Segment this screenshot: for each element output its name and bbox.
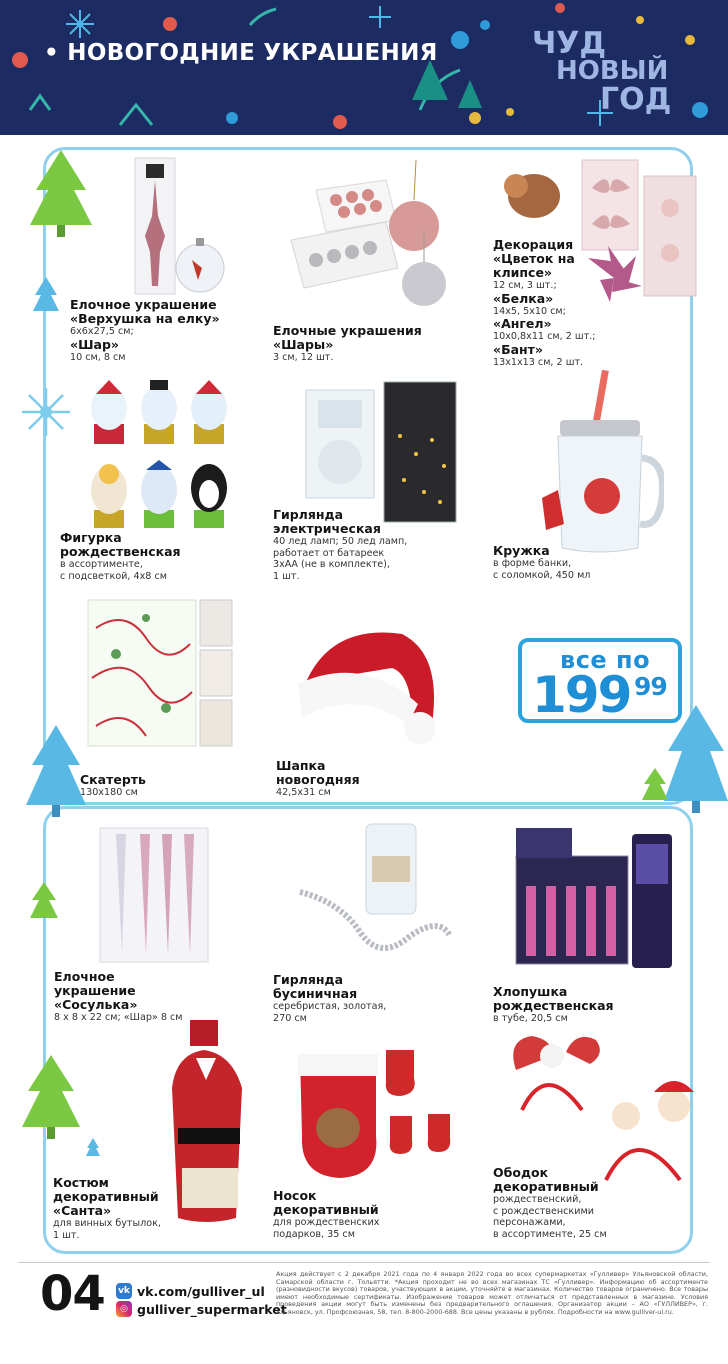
tree-icon	[26, 150, 96, 250]
product-name-line: Гирлянда	[273, 507, 344, 522]
product-desc-line: для винных бутылок,	[53, 1218, 161, 1229]
product-name-line: электрическая	[273, 521, 381, 536]
product-desc: 12 см, 3 шт.;	[493, 280, 557, 291]
tiny-tree-icon	[86, 1138, 100, 1160]
product-sock	[273, 1189, 473, 1240]
tablecloth-image	[86, 598, 236, 748]
product-desc-line: 270 см	[273, 1012, 307, 1024]
product-desc: 10 см, 8 см	[70, 351, 126, 363]
section-title: • НОВОГОДНИЕ УКРАШЕНИЯ	[44, 40, 438, 66]
product-name-secondary: «Бант»	[493, 341, 543, 357]
vk-icon: vk	[116, 1283, 132, 1299]
instagram-icon: ◎	[116, 1301, 132, 1317]
vk-link[interactable]	[116, 1283, 265, 1299]
hat-image	[292, 624, 452, 748]
product-desc-line: 40 лед ламп; 50 лед ламп,	[273, 536, 408, 547]
product-name-secondary: «Белка»	[493, 290, 554, 306]
product-headband	[493, 1166, 703, 1240]
product-desc: 10х0,8х11 см, 2 шт.;	[493, 331, 596, 342]
logo-line-3: ГОД	[600, 82, 672, 117]
product-desc-line: 42,5х31 см	[276, 787, 331, 798]
product-desc-line: в ассортименте,	[60, 559, 143, 570]
product-name-line: украшение	[54, 983, 136, 998]
blue-tree-icon	[24, 725, 88, 825]
product-name-line: декоративный	[53, 1189, 159, 1204]
product-desc-line: в форме банки,	[493, 558, 572, 569]
page-number: 04	[40, 1266, 105, 1322]
footer-divider	[18, 1262, 710, 1263]
product-topper	[70, 298, 270, 363]
beads-image	[296, 822, 456, 972]
product-name-line: Елочное украшение	[70, 297, 217, 312]
product-desc: 14х5, 5х10 см;	[493, 305, 566, 317]
price-integer: 199	[532, 666, 631, 724]
product-name-line: «Верхушка на елку»	[70, 311, 220, 326]
product-name-line: рождественская	[493, 998, 614, 1013]
product-name-secondary: «Ангел»	[493, 316, 552, 331]
product-santa	[53, 1176, 253, 1241]
product-name-line: Скатерть	[80, 772, 146, 787]
product-desc-line: рождественский,	[493, 1194, 582, 1205]
product-icicle	[54, 970, 254, 1024]
product-desc-line: подарков, 35 см	[273, 1228, 355, 1240]
product-name-line: Костюм	[53, 1175, 109, 1190]
product-popper	[493, 985, 693, 1025]
product-desc-line: с подсветкой, 4х8 см	[60, 570, 167, 582]
product-desc-line: с рождественскими	[493, 1205, 594, 1217]
icicle-image	[98, 826, 210, 964]
promo-logo	[520, 26, 700, 121]
product-name-line: декоративный	[493, 1179, 599, 1194]
header-banner	[0, 0, 728, 135]
product-desc: 13х1х13 см, 2 шт.	[493, 356, 584, 368]
product-name-line: Шапка	[276, 758, 326, 773]
product-balls	[273, 324, 473, 364]
product-name-line: Гирлянда	[273, 972, 344, 987]
product-decor	[493, 238, 693, 368]
product-name-line: «Сосулька»	[54, 997, 138, 1012]
vk-link-text: vk.com/gulliver_ul	[137, 1283, 265, 1299]
product-desc-line: с соломкой, 450 мл	[493, 569, 591, 581]
legal-disclaimer: Акция действует с 2 декабря 2021 года по 4 января 2022 года во всех супермаркетах «Гулливер» Ульяновской области, Самарской области г. Тольятти. *Акция проходит не во всех магазинах ТС «Гулливер». Информацию об ассортименте (разновидности вкусов) товаров, участвующих в акции, уточняйте в магазинах. Количество товаров ограничено. Все товары имеют необходимые сертификаты. Изображение товаров может отличаться от представленных в магазине. Условия проведения акции могут быть изменены без предварительного оглашения. Организатор акции – АО «ГУЛЛИВЕР», г. Ульяновск, ул. Профсоюзная, 58, тел. 8-800-2000-688. Все цены указаны в рублях. Подробности на www.gulliver-ul.ru.	[276, 1270, 708, 1316]
product-name-line: Елочное	[54, 969, 115, 984]
instagram-link[interactable]	[116, 1301, 287, 1317]
product-hat	[276, 759, 456, 799]
product-name-line: Хлопушка	[493, 984, 568, 999]
snowflake-icon	[18, 384, 74, 440]
product-desc-line: в тубе, 20,5 см	[493, 1013, 568, 1024]
product-name-line: Елочные украшения	[273, 323, 422, 338]
headband-image	[496, 1030, 702, 1185]
product-name-line: «Шары»	[273, 337, 334, 352]
product-desc-line: 1 шт.	[273, 570, 300, 582]
product-desc-line: 130х180 см	[80, 787, 138, 798]
product-mug	[493, 544, 693, 581]
product-name-line: новогодняя	[276, 772, 360, 787]
product-name-line: рождественская	[60, 544, 181, 559]
figure-image	[86, 374, 236, 534]
product-desc-line: 1 шт.	[53, 1229, 80, 1241]
product-name-line: Носок	[273, 1188, 317, 1203]
product-desc: 3 см, 12 шт.	[273, 352, 334, 363]
product-beads	[273, 973, 473, 1024]
price-badge	[518, 638, 682, 723]
topper-image	[130, 156, 225, 296]
product-name-line: Ободок	[493, 1165, 549, 1180]
product-name-line: декоративный	[273, 1202, 379, 1217]
balls-image	[286, 160, 456, 310]
mug-image	[534, 368, 664, 558]
logo-line-1: ЧУД	[532, 26, 607, 61]
logo-line-2: НОВЫЙ	[556, 56, 669, 86]
garland-image	[300, 376, 460, 526]
product-desc-line: 3хАА (не в комплекте),	[273, 559, 390, 570]
product-name-line: бусиничная	[273, 986, 358, 1001]
small-tree-icon-right	[642, 768, 668, 806]
product-garland	[273, 508, 473, 582]
product-desc-line: в ассортименте, 25 см	[493, 1228, 607, 1240]
product-desc-line: 8 х 8 х 22 см; «Шар» 8 см	[54, 1012, 183, 1023]
product-name-line: Фигурка	[60, 530, 122, 545]
tree-icon-3	[20, 1055, 82, 1145]
product-name-line: клипсе»	[493, 265, 552, 280]
product-figure	[60, 531, 260, 582]
product-desc-line: для рождественских	[273, 1217, 380, 1228]
small-tree-icon-2	[30, 882, 58, 924]
popper-image	[512, 826, 682, 971]
price-decimal: 99	[634, 672, 667, 701]
product-name-line: «Цветок на	[493, 251, 575, 266]
product-desc-line: работает от батареек	[273, 547, 385, 559]
product-name-line: Декорация	[493, 237, 574, 252]
product-desc: 6х6х27,5 см;	[70, 326, 134, 337]
product-tablecloth	[80, 773, 260, 799]
sock-image	[290, 1036, 470, 1186]
small-tree-icon	[33, 277, 59, 317]
product-name-line: «Санта»	[53, 1203, 112, 1218]
product-desc-line: серебристая, золотая,	[273, 1001, 387, 1012]
product-name-line: Кружка	[493, 543, 550, 558]
product-name-secondary: «Шар»	[70, 336, 119, 352]
instagram-link-text: gulliver_supermarket	[137, 1301, 287, 1317]
price-label: все по	[560, 646, 651, 674]
product-desc-line: персонажами,	[493, 1217, 566, 1228]
